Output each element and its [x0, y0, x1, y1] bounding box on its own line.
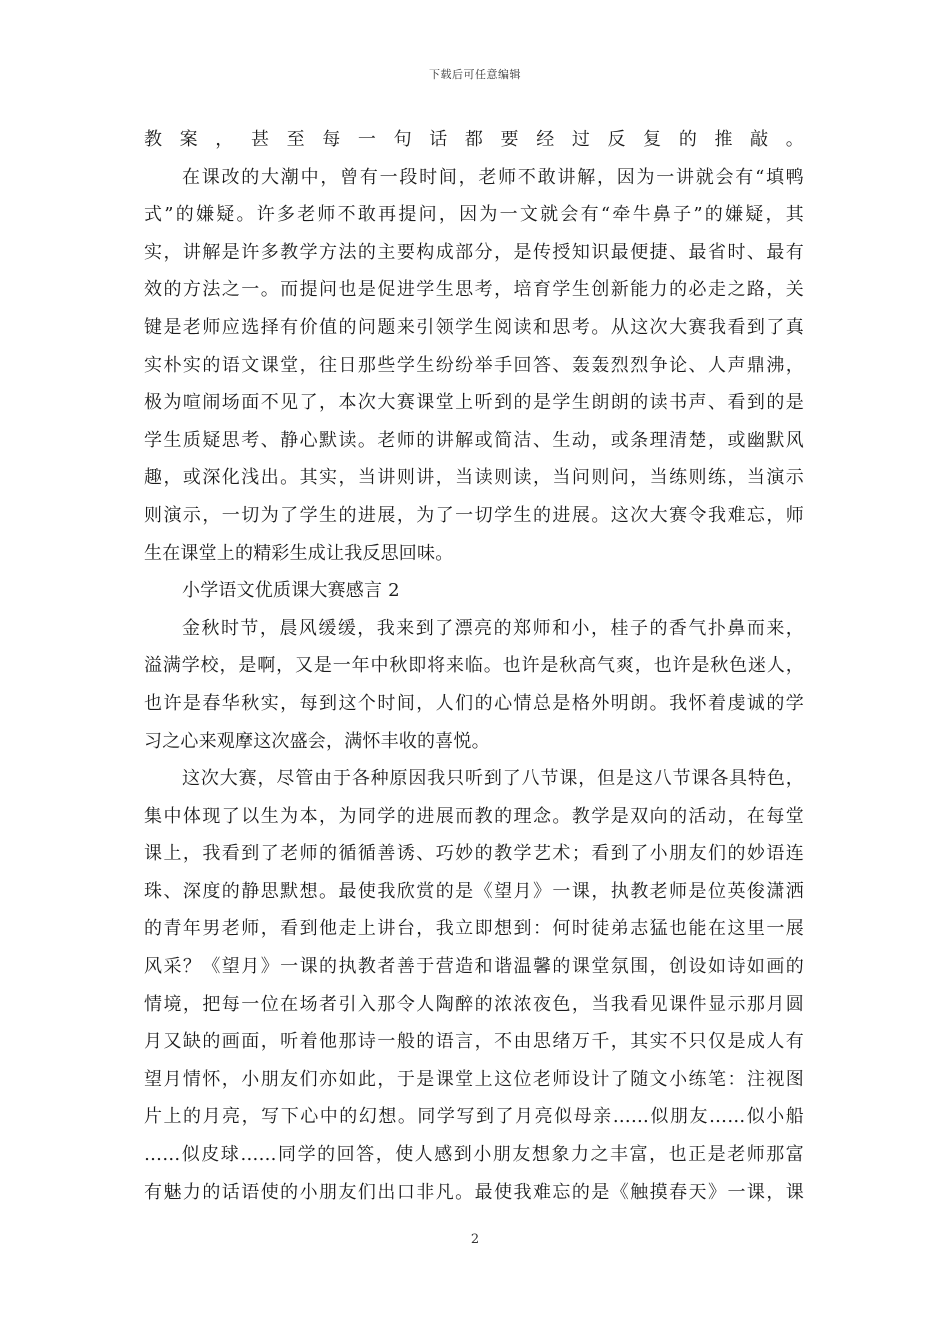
document-body — [144, 121, 804, 1211]
text-line: 片上的月亮，写下心中的幻想。同学写到了月亮似母亲……似朋友……似小船 — [144, 1106, 804, 1128]
text-line: 有魅力的话语使的小朋友们出口非凡。最使我难忘的是《触摸春天》一课，课 — [144, 1181, 804, 1203]
page-number: 2 — [470, 1232, 480, 1247]
text-line: 月又缺的画面，听着他那诗一般的语言，不由思绪万千，其实不只仅是成人有 — [144, 1031, 804, 1053]
text-line: 极为喧闹场面不见了，本次大赛课堂上听到的是学生朗朗的读书声、看到的是 — [144, 392, 804, 414]
page-header: 下载后可任意编辑 — [429, 68, 521, 81]
text-line: 习之心来观摩这次盛会，满怀丰收的喜悦。 — [144, 730, 490, 752]
text-line: 情境，把每一位在场者引入那令人陶醉的浓浓夜色，当我看见课件显示那月圆 — [144, 993, 804, 1015]
text-line: 课上，我看到了老师的循循善诱、巧妙的教学艺术；看到了小朋友们的妙语连 — [144, 843, 804, 865]
text-line: 趣，或深化浅出。其实，当讲则讲，当读则读，当问则问，当练则练，当演示 — [144, 467, 804, 489]
text-line: 则演示，一切为了学生的进展，为了一切学生的进展。这次大赛令我难忘，师 — [144, 504, 804, 526]
text-line: 键是老师应选择有价值的问题来引领学生阅读和思考。从这次大赛我看到了真 — [144, 316, 804, 338]
text-line: 实朴实的语文课堂，往日那些学生纷纷举手回答、轰轰烈烈争论、人声鼎沸， — [144, 354, 804, 376]
text-line: 风采？《望月》一课的执教者善于营造和谐温馨的课堂氛围，创设如诗如画的 — [144, 956, 804, 978]
text-line: 式”的嫌疑。许多老师不敢再提问，因为一文就会有“牵牛鼻子”的嫌疑，其 — [144, 204, 804, 226]
text-line: 望月情怀，小朋友们亦如此，于是课堂上这位老师设计了随文小练笔：注视图 — [144, 1068, 804, 1090]
text-line: 集中体现了以生为本，为同学的进展而教的理念。教学是双向的活动，在每堂 — [144, 805, 804, 827]
text-line: 也许是春华秋实，每到这个时间，人们的心情总是格外明朗。我怀着虔诚的学 — [144, 692, 804, 714]
paragraph-first-line: 金秋时节，晨风缓缓，我来到了漂亮的郑师和小，桂子的香气扑鼻而来， — [182, 617, 804, 639]
text-line: ……似皮球……同学的回答，使人感到小朋友想象力之丰富，也正是老师那富 — [144, 1144, 804, 1166]
text-line: 学生质疑思考、静心默读。老师的讲解或简洁、生动，或条理清楚，或幽默风 — [144, 429, 804, 451]
paragraph-first-line: 在课改的大潮中，曾有一段时间，老师不敢讲解，因为一讲就会有“填鸭 — [182, 166, 804, 188]
text-line: 珠、深度的静思默想。最使我欣赏的是《望月》一课，执教老师是位英俊潇洒 — [144, 880, 804, 902]
text-line: 的青年男老师，看到他走上讲台，我立即想到：何时徒弟志猛也能在这里一展 — [144, 918, 804, 940]
text-line: 实，讲解是许多教学方法的主要构成部分，是传授知识最便捷、最省时、最有 — [144, 241, 804, 263]
text-line: 溢满学校，是啊，又是一年中秋即将来临。也许是秋高气爽，也许是秋色迷人， — [144, 655, 804, 677]
text-line: 效的方法之一。而提问也是促进学生思考，培育学生创新能力的必走之路，关 — [144, 279, 804, 301]
text-line: 生在课堂上的精彩生成让我反思回味。 — [144, 542, 454, 564]
paragraph-first-line: 这次大赛，尽管由于各种原因我只听到了八节课，但是这八节课各具特色， — [182, 768, 804, 790]
section-heading: 小学语文优质课大赛感言 2 — [182, 580, 400, 602]
text-line: 教案，甚至每一句话都要经过反复的推敲。 — [144, 129, 804, 150]
